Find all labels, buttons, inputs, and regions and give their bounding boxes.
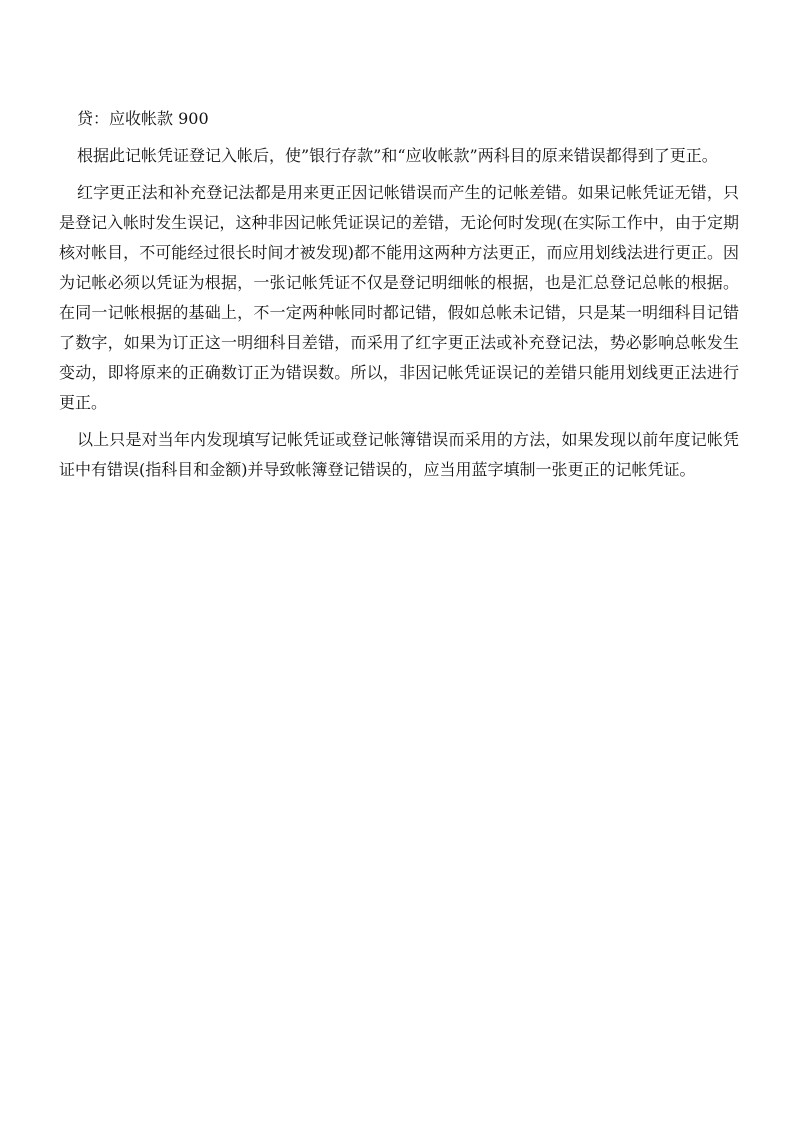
paragraph-correction-result: 根据此记帐凭证登记入帐后，使”银行存款”和“应收帐款”两科目的原来错误都得到了更正。 (77, 146, 718, 165)
document-body (59, 104, 739, 492)
paragraph-credit-entry: 贷：应收帐款 900 (77, 109, 209, 128)
paragraph-prior-year-errors: 以上只是对当年内发现填写记帐凭证或登记帐簿错误而采用的方法，如果发现以前年度记帐凭证中有错误(指科目和金额)并导致帐簿登记错误的，应当用蓝字填制一张更正的记帐凭证。 (59, 430, 739, 479)
paragraph-correction-methods: 红字更正法和补充登记法都是用来更正因记帐错误而产生的记帐差错。如果记帐凭证无错，只是登记入帐时发生误记，这种非因记帐凭证误记的差错，无论何时发现(在实际工作中，由于定期核对帐目，不可能经过很长时间才被发现)都不能用这两种方法更正，而应用划线法进行更正。因为记帐必须以凭证为根据，一张记帐凭证不仅是登记明细帐的根据，也是汇总登记总帐的根据。在同一记帐根据的基础上，不一定两种帐同时都记错，假如总帐未记错，只是某一明细科目记错了数字，如果为订正这一明细科目差错，而采用了红字更正法或补充登记法，势必影响总帐发生变动，即将原来的正确数订正为错误数。所以，非因记帐凭证误记的差错只能用划线更正法进行更正。 (59, 183, 739, 412)
